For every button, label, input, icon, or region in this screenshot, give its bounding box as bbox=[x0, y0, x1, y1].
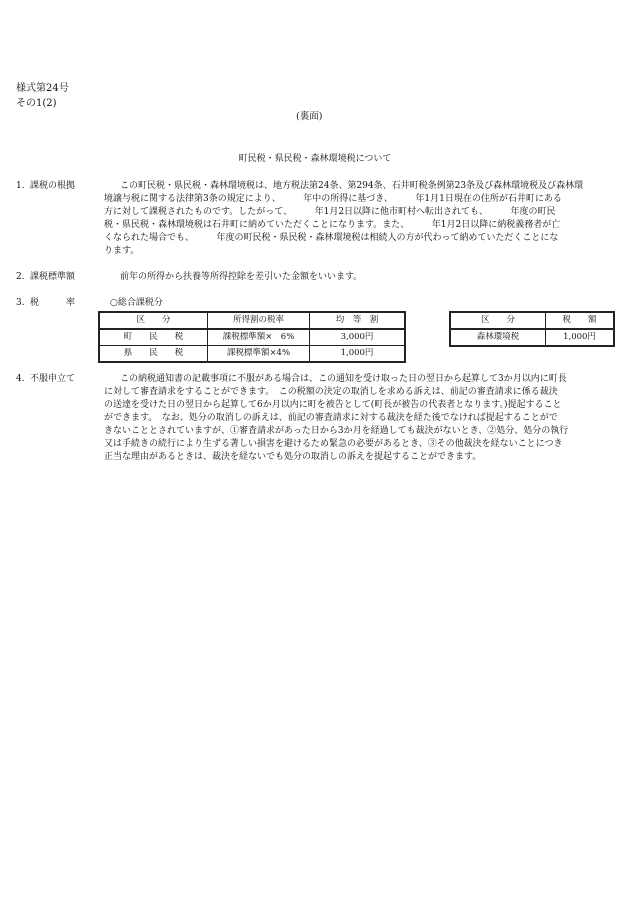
table-cell: 県 民 税 bbox=[99, 346, 208, 363]
table-cell: 3,000円 bbox=[310, 329, 406, 346]
section-4-line: ができます。 なお、処分の取消しの訴えは、前記の審査請求に対する裁決を経た後でなければ提起することがで bbox=[104, 413, 558, 423]
section-2-line: 前年の所得から扶養等所得控除を差引いた金額をいいます。 bbox=[120, 272, 363, 282]
section-4-line: この納税通知書の記載事項に不服がある場合は、この通知を受け取った日の翌日から起算して3か月以内に町長 bbox=[120, 374, 567, 384]
table-cell: 森林環境税 bbox=[450, 329, 546, 346]
tax-rate-table bbox=[98, 311, 406, 363]
reverse-side-label: (裏面) bbox=[296, 111, 323, 122]
section-3-heading: 税 率 bbox=[30, 298, 76, 308]
table-cell: 課税標準額× 6% bbox=[208, 329, 310, 346]
table-header: 所得割の税率 bbox=[208, 312, 310, 329]
section-1-heading: 課税の根拠 bbox=[30, 181, 76, 191]
form-sub-number: その1(2) bbox=[16, 98, 57, 109]
table-header: 税 額 bbox=[546, 312, 615, 329]
section-4-line: の送達を受けた日の翌日から起算して6か月以内に町を被告として(町長が被告の代表者となります。)提起すること bbox=[104, 400, 562, 410]
table-header: 区 分 bbox=[450, 312, 546, 329]
section-1-number: 1. bbox=[16, 181, 25, 191]
section-3-subheading: ○総合課税分 bbox=[110, 298, 163, 308]
section-1-line: 方に対して課税されたものです。したがって、 年1月2日以降に他市町村へ転出されても、 年度の町民 bbox=[104, 207, 556, 217]
table-cell: 1,000円 bbox=[310, 346, 406, 363]
section-2-number: 2. bbox=[16, 272, 25, 282]
section-2-heading: 課税標準額 bbox=[30, 272, 76, 282]
section-1-line: 税・県民税・森林環境税は石井町に納めていただくことになります。また、 年1月2日以降に納税義務者が亡 bbox=[104, 220, 561, 230]
table-cell: 1,000円 bbox=[546, 329, 615, 346]
table-cell: 課税標準額×4% bbox=[208, 346, 310, 363]
table-header: 区 分 bbox=[99, 312, 208, 329]
table-cell: 町 民 税 bbox=[99, 329, 208, 346]
section-4-line: きないこととされていますが、①審査請求があった日から3か月を経過しても裁決がないとき、②処分、処分の執行 bbox=[104, 426, 569, 436]
page-title: 町民税・県民税・森林環境税について bbox=[238, 154, 392, 164]
section-1-line: くなられた場合でも、 年度の町民税・県民税・森林環境税は相続人の方が代わって納めていただくことにな bbox=[104, 233, 559, 243]
section-4-heading: 不服申立て bbox=[30, 374, 76, 384]
section-4-line: 又は手続きの続行により生ずる著しい損害を避けるため緊急の必要があるとき、③その他裁決を経ないことにつき bbox=[104, 439, 563, 449]
table-header: 均 等 割 bbox=[310, 312, 406, 329]
section-4-line: に対して審査請求をすることができます。 この税額の決定の取消しを求める訴えは、前記の審査請求に係る裁決 bbox=[104, 387, 558, 397]
section-1-line: この町民税・県民税・森林環境税は、地方税法第24条、第294条、石井町税条例第23条及び森林環境税及び森林環 bbox=[120, 181, 584, 191]
section-1-line: ります。 bbox=[104, 246, 140, 256]
form-number: 様式第24号 bbox=[16, 83, 69, 94]
section-1-line: 境譲与税に関する法律第3条の規定により、 年中の所得に基づき、 年1月1日現在の住所が石井町にある bbox=[104, 194, 562, 204]
section-4-number: 4. bbox=[16, 374, 25, 384]
section-4-line: 正当な理由があるときは、裁決を経ないでも処分の取消しの訴えを提起することができます。 bbox=[104, 452, 482, 462]
forest-tax-table bbox=[449, 311, 615, 347]
section-3-number: 3. bbox=[16, 298, 25, 308]
